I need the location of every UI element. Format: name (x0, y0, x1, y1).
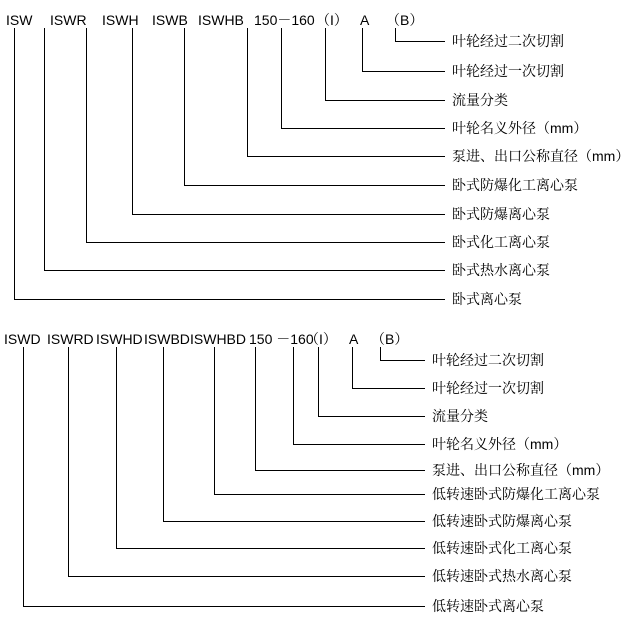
code-label-lower-1: ISWRD (47, 331, 94, 347)
leader-vline-lower-9 (23, 347, 24, 606)
leader-hline-lower-9 (23, 606, 425, 607)
code-label-upper-3: ISWB (152, 12, 188, 28)
code-label-lower-8: （B） (371, 331, 409, 347)
leader-hline-lower-2 (318, 416, 425, 417)
leader-label-lower-5: 低转速卧式防爆化工离心泵 (432, 486, 600, 502)
leader-hline-lower-6 (163, 521, 425, 522)
code-label-upper-4: ISWHB (198, 12, 244, 28)
code-label-lower-6: （I） (305, 331, 337, 347)
leader-vline-lower-4 (255, 347, 256, 470)
leader-label-upper-3: 叶轮名义外径（mm） (452, 120, 588, 136)
code-label-upper-5: 150－160 (254, 12, 315, 28)
leader-vline-lower-2 (318, 347, 319, 416)
leader-label-upper-4: 泵进、出口公称直径（mm） (452, 148, 630, 164)
leader-label-upper-9: 卧式离心泵 (452, 291, 522, 307)
leader-label-upper-6: 卧式防爆离心泵 (452, 206, 550, 222)
code-label-lower-7: A (349, 331, 359, 347)
leader-label-lower-9: 低转速卧式离心泵 (432, 598, 544, 614)
leader-label-upper-5: 卧式防爆化工离心泵 (452, 177, 578, 193)
code-label-upper-0: ISW (6, 12, 33, 28)
leader-hline-lower-8 (68, 576, 425, 577)
leader-label-upper-2: 流量分类 (452, 92, 508, 108)
leader-hline-lower-7 (116, 548, 425, 549)
leader-label-upper-1: 叶轮经过一次切割 (452, 63, 564, 79)
leader-label-lower-8: 低转速卧式热水离心泵 (432, 568, 572, 584)
leader-label-upper-8: 卧式热水离心泵 (452, 262, 550, 278)
leader-vline-lower-3 (293, 347, 294, 444)
leader-hline-lower-4 (255, 470, 425, 471)
code-label-lower-4: ISWHBD (190, 331, 246, 347)
leader-hline-lower-5 (214, 494, 425, 495)
leader-label-lower-6: 低转速卧式防爆离心泵 (432, 513, 572, 529)
leader-label-lower-2: 流量分类 (432, 408, 488, 424)
leader-vline-lower-6 (163, 347, 164, 521)
leader-label-upper-0: 叶轮经过二次切割 (452, 33, 564, 49)
leader-label-lower-3: 叶轮名义外径（mm） (432, 436, 568, 452)
code-label-lower-5: 150 －160 (249, 331, 314, 347)
code-label-upper-6: （I） (316, 12, 348, 28)
code-label-lower-2: ISWHD (96, 331, 143, 347)
leader-hline-lower-1 (352, 388, 425, 389)
code-label-lower-0: ISWD (4, 331, 41, 347)
code-label-upper-2: ISWH (102, 12, 139, 28)
leader-vline-lower-1 (352, 347, 353, 388)
leader-vline-lower-7 (116, 347, 117, 548)
leader-label-lower-4: 泵进、出口公称直径（mm） (432, 462, 610, 478)
leader-label-lower-1: 叶轮经过一次切割 (432, 380, 544, 396)
leader-label-lower-7: 低转速卧式化工离心泵 (432, 540, 572, 556)
leader-label-lower-0: 叶轮经过二次切割 (432, 352, 544, 368)
code-label-lower-3: ISWBD (144, 331, 190, 347)
leader-vline-lower-5 (214, 347, 215, 494)
leader-hline-lower-0 (380, 360, 425, 361)
code-label-upper-7: A (360, 12, 370, 28)
code-label-upper-1: ISWR (50, 12, 87, 28)
leader-hline-lower-3 (293, 444, 425, 445)
code-label-upper-8: （B） (386, 12, 424, 28)
leader-label-upper-7: 卧式化工离心泵 (452, 234, 550, 250)
leader-vline-lower-0 (380, 347, 381, 360)
leader-vline-lower-8 (68, 347, 69, 576)
